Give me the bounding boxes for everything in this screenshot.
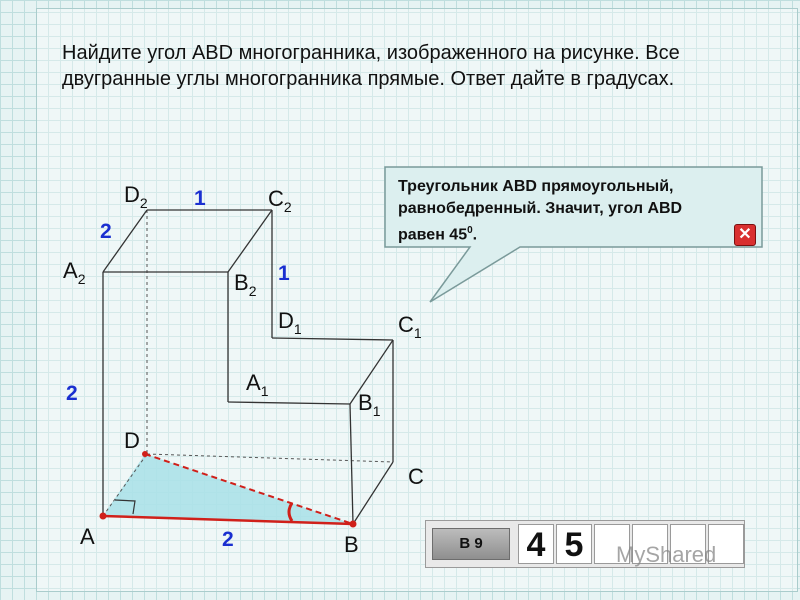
length-a2d2: 2 xyxy=(100,220,112,243)
close-callout-button[interactable]: ✕ xyxy=(734,224,756,246)
length-d2c2: 1 xyxy=(194,187,206,210)
watermark: MyShared xyxy=(616,542,717,567)
hidden-edges xyxy=(147,210,393,462)
callout-line-3: равен $45^0$. xyxy=(398,225,478,244)
answer-cell-2: 5 xyxy=(556,524,592,564)
label-c2: $C_2$ xyxy=(268,186,292,215)
label-b2: $B_2$ xyxy=(234,270,257,299)
problem-line-2: двугранные углы многогранника прямые. Ответ дайте в градусах. xyxy=(62,68,675,90)
label-c: C xyxy=(408,464,424,489)
triangle-abd xyxy=(103,454,353,524)
label-a2: $A_2$ xyxy=(63,258,86,287)
label-a: A xyxy=(80,524,95,549)
callout-line-2: равнобедренный. Значит, угол ABD xyxy=(398,200,683,217)
callout-text xyxy=(398,176,758,246)
point-d-dot xyxy=(142,451,148,457)
point-a-dot xyxy=(100,513,107,520)
label-d1: $D_1$ xyxy=(278,308,302,337)
label-b: B xyxy=(344,532,359,557)
label-d2: $D_2$ xyxy=(124,182,148,211)
label-b1: $B_1$ xyxy=(358,390,381,419)
problem-line-1: Найдите угол ABD многогранника, изображенного на рисунке. Все xyxy=(62,42,680,64)
length-b2a1: 1 xyxy=(278,262,290,285)
answer-cell-1: 4 xyxy=(518,524,554,564)
task-id-button[interactable]: В 9 xyxy=(432,528,510,560)
label-a1: $A_1$ xyxy=(246,370,269,399)
length-aa2: 2 xyxy=(66,382,78,405)
label-c1: $C_1$ xyxy=(398,312,422,341)
callout-line-1: Треугольник ABD прямоугольный, xyxy=(398,178,674,195)
point-b-dot xyxy=(350,521,357,528)
label-d: D xyxy=(124,428,140,453)
length-ab: 2 xyxy=(222,528,234,551)
